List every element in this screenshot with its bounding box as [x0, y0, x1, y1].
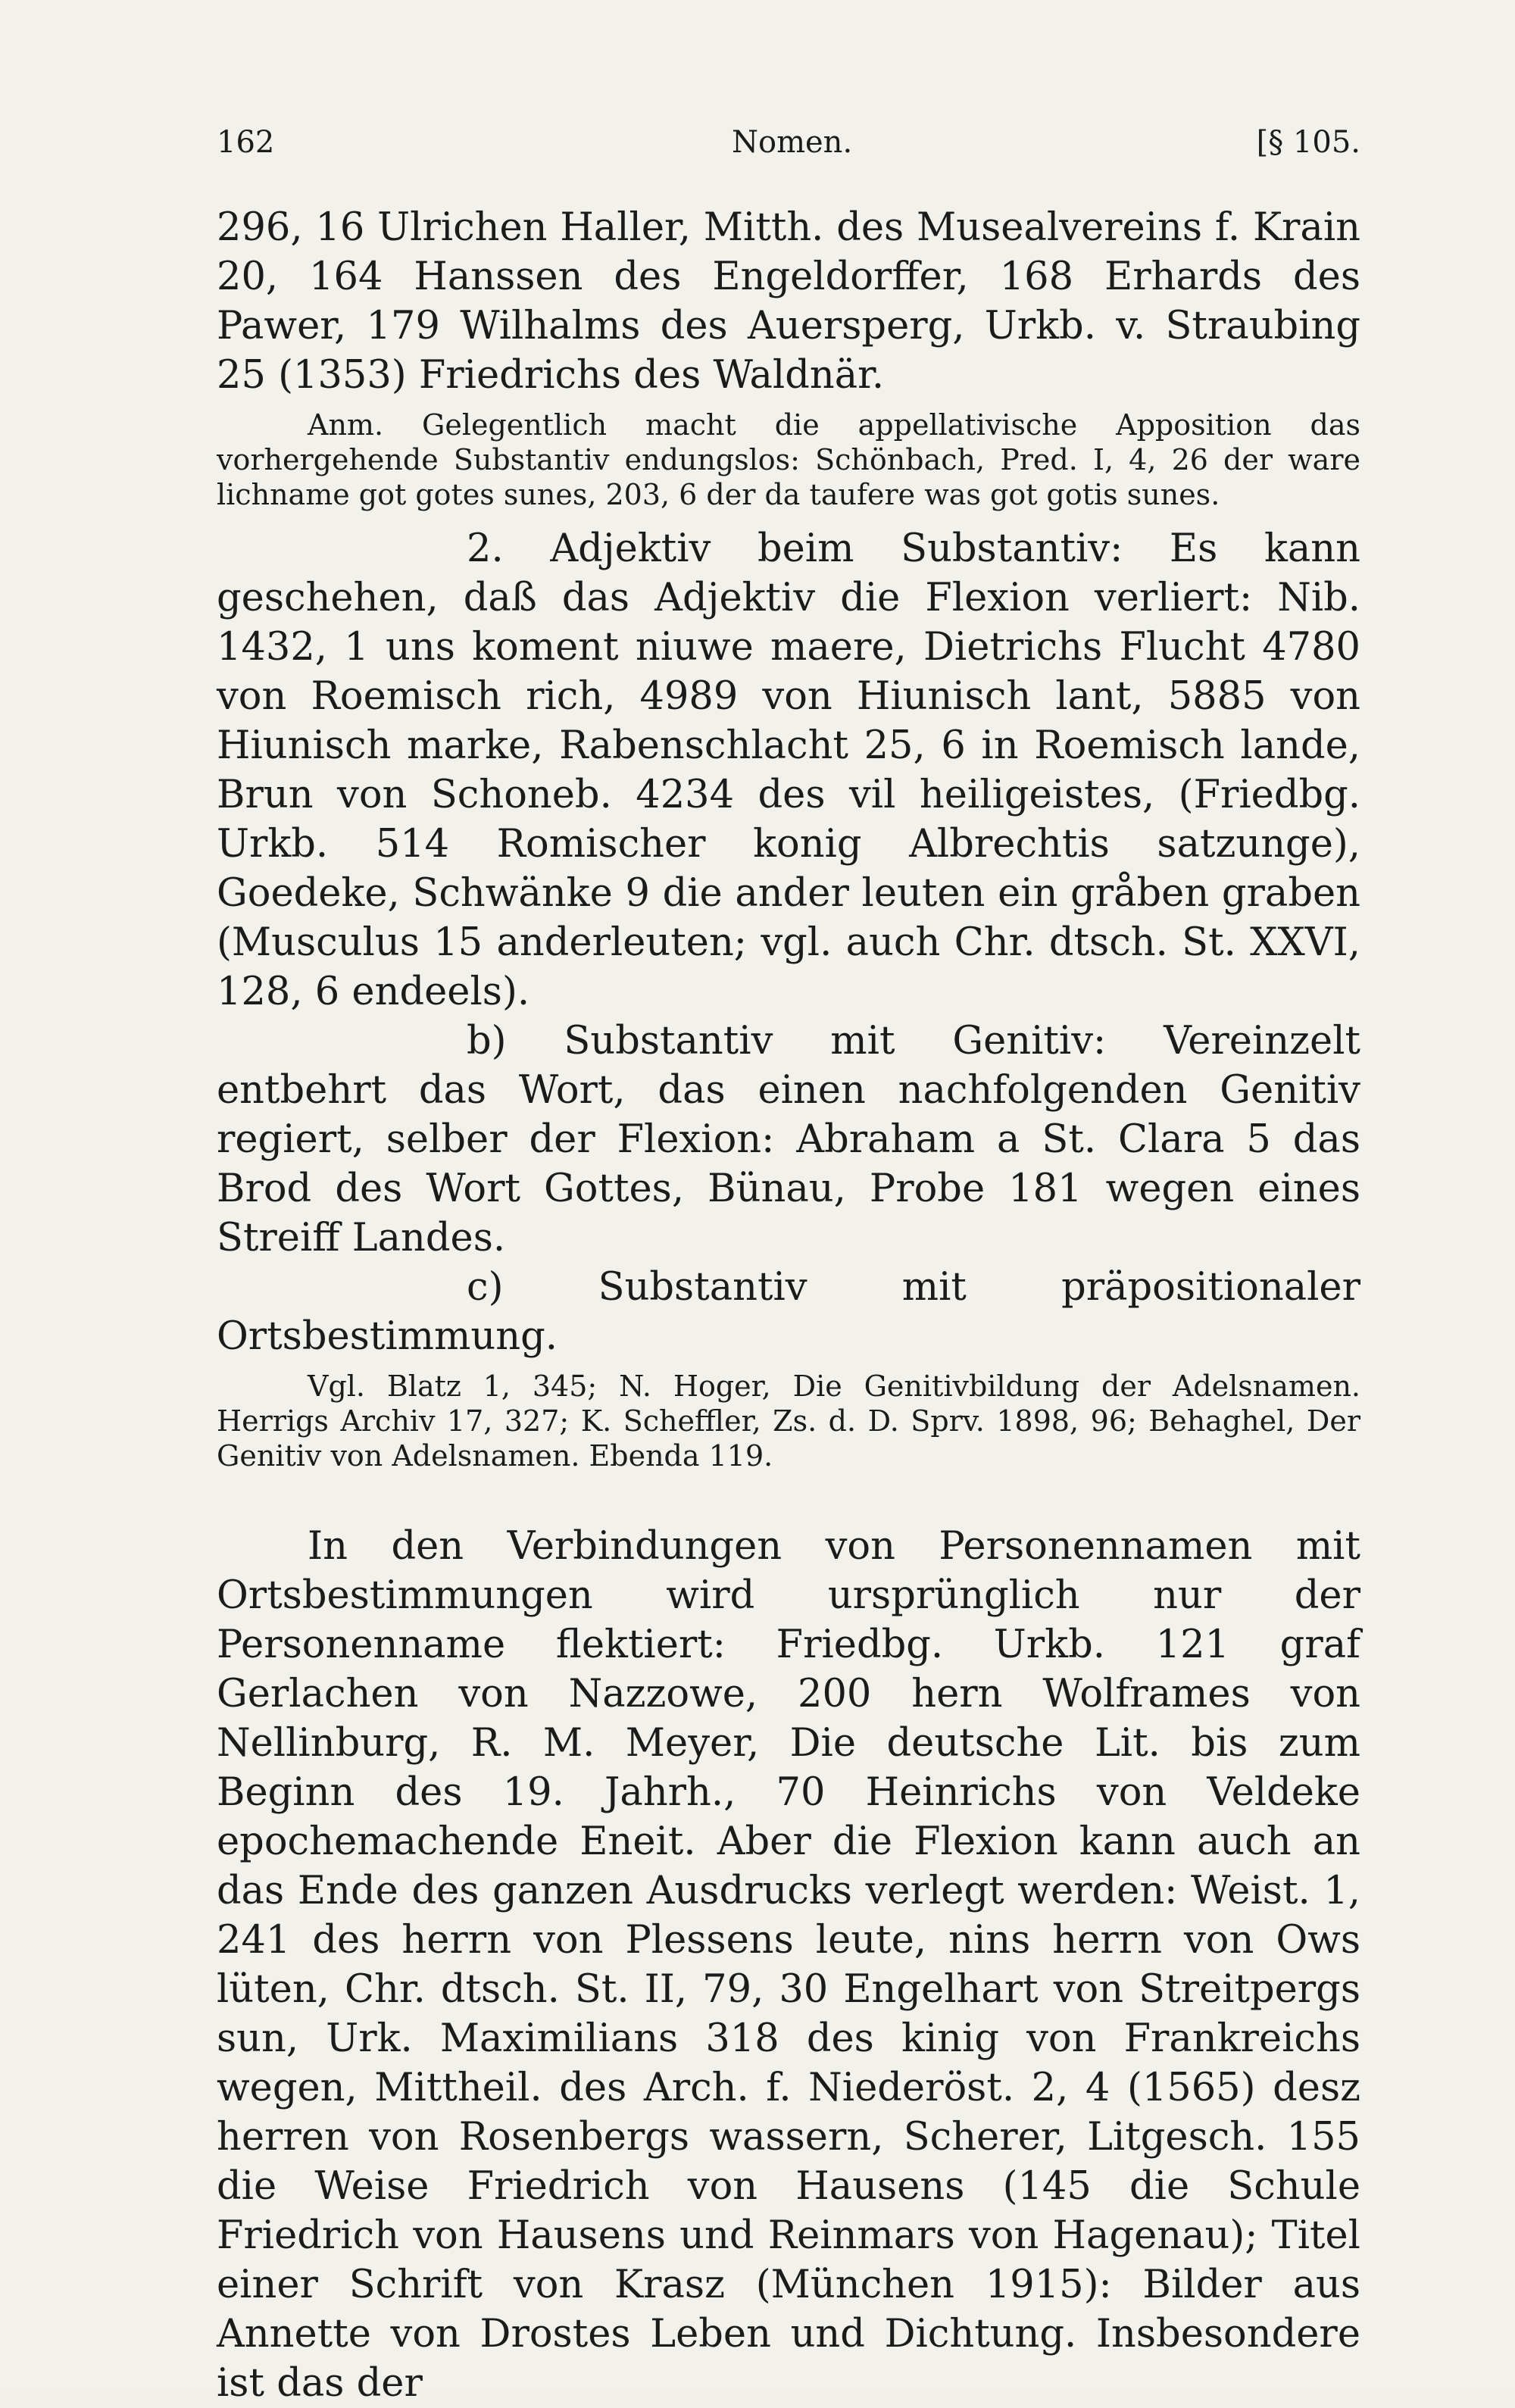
paragraph-personennamen: In den Verbindungen von Personennamen mit Ortsbestimmungen wird ursprünglich nur der Personenname flektiert: Friedbg. Urkb. 121 graf Gerlachen von Nazzowe, 200 hern Wolframes von Nellinburg, R. M. Meyer, Die deutsche Lit. bis zum Beginn des 19. Jahrh., 70 Heinrichs von Veldeke epochemachende Eneit. Aber die Flexion kann auch an das Ende des ganzen Ausdrucks verlegt werden: Weist. 1, 241 des herrn von Plessens leute, nins herrn von Ows lüten, Chr. dtsch. St. II, 79, 30 Engelhart von Streitpergs sun, Urk. Maximilians 318 des kinig von Frankreichs wegen, Mittheil. des Arch. f. Niederöst. 2, 4 (1565) desz herren von Rosenbergs wassern, Scherer, Litgesch. 155 die Weise Friedrich von Hausens (145 die Schule Friedrich von Hausens und Reinmars von Hagenau); Titel einer Schrift von Krasz (München 1915): Bilder aus Annette von Drostes Leben und Dichtung. Insbesondere ist das der	[217, 1524, 1360, 2406]
header-title: Nomen.	[732, 125, 853, 160]
running-header	[217, 125, 1360, 170]
paragraph-adjektiv: 2. Adjektiv beim Substantiv: Es kann geschehen, daß das Adjektiv die Flexion verliert: Nib. 1432, 1 uns koment niuwe maere, Dietrichs Flucht 4780 von Roemisch rich, 4989 von Hiunisch lant, 5885 von Hiunisch marke, Rabenschlacht 25, 6 in Roemisch lande, Brun von Schoneb. 4234 des vil heiligeistes, (Friedbg. Urkb. 514 Romischer konig Albrechtis satzunge), Goedeke, Schwänke 9 die ander leuten ein gråben graben (Musculus 15 anderleuten; vgl. auch Chr. dtsch. St. XXVI, 128, 6 endeels).	[217, 526, 1360, 1014]
page-body	[217, 203, 1360, 2408]
paragraph-ortsbestimmung: c) Substantiv mit präpositionaler Ortsbestimmung.	[217, 1265, 1360, 1359]
section-marker: [§ 105.	[1256, 125, 1360, 160]
note-anm: Anm. Gelegentlich macht die appellativische Apposition das vorhergehende Substantiv endungslos: Schönbach, Pred. I, 4, 26 der ware lichname got gotes sunes, 203, 6 der da taufere was got gotis sunes.	[217, 408, 1360, 511]
paragraph-genitiv: b) Substantiv mit Genitiv: Vereinzelt entbehrt das Wort, das einen nachfolgenden Genitiv regiert, selber der Flexion: Abraham a St. Clara 5 das Brod des Wort Gottes, Bünau, Probe 181 wegen eines Streiff Landes.	[217, 1019, 1360, 1260]
paragraph-examples-names: 296, 16 Ulrichen Haller, Mitth. des Musealvereins f. Krain 20, 164 Hanssen des Engeldorffer, 168 Erhards des Pawer, 179 Wilhalms des Auersperg, Urkb. v. Straubing 25 (1353) Friedrichs des Waldnär.	[217, 205, 1360, 398]
note-vgl: Vgl. Blatz 1, 345; N. Hoger, Die Genitivbildung der Adelsnamen. Herrigs Archiv 17, 327; K. Scheffler, Zs. d. D. Sprv. 1898, 96; Behaghel, Der Genitiv von Adelsnamen. Ebenda 119.	[217, 1370, 1360, 1473]
page-number: 162	[217, 125, 275, 160]
